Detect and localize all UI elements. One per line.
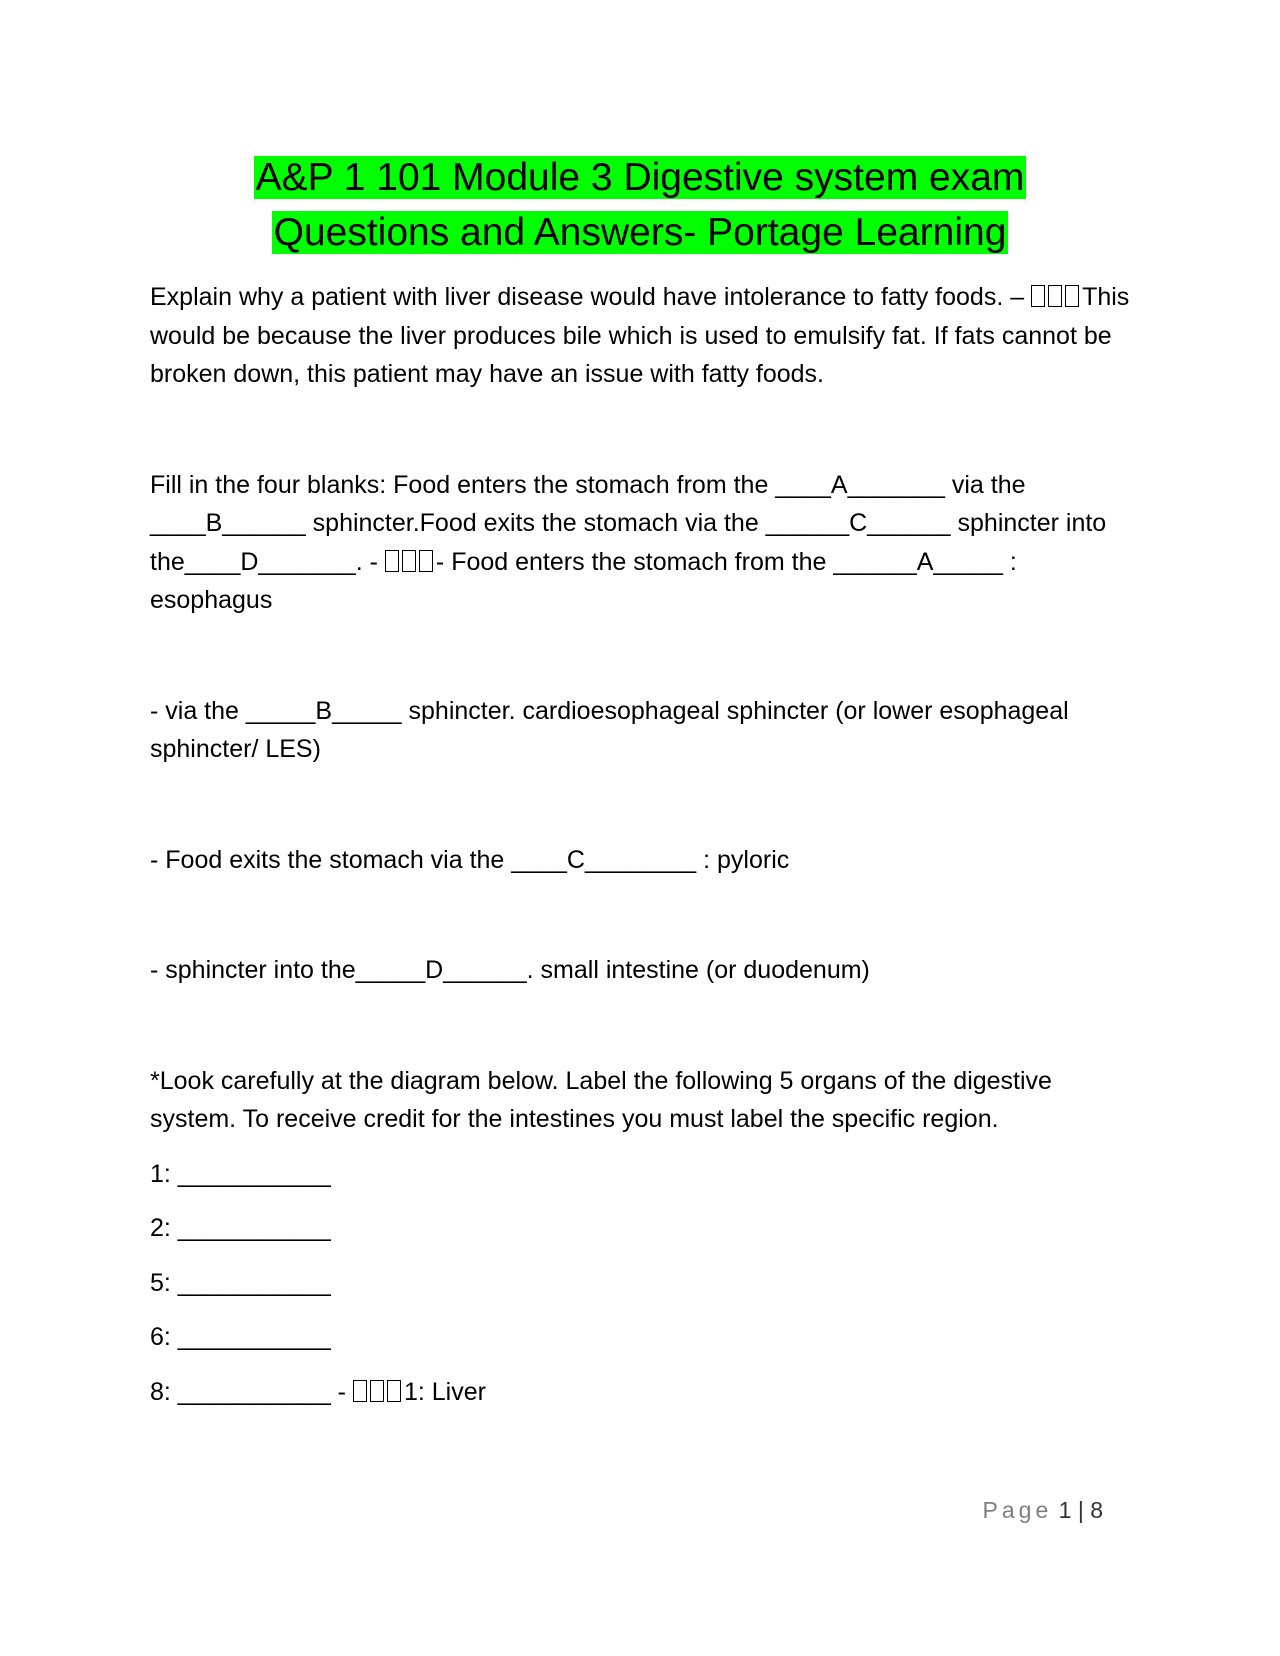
answer-marker-icon [353,1378,404,1406]
question-1 [150,278,1140,394]
organ-label-8-text: 8: ___________ - [150,1377,347,1406]
organ-label-2: 2: ___________ [150,1214,331,1242]
question-2-text: Fill in the four blanks: Food enters the stomach from the ____A_______ via the ____B______ sphincter.Food exits the stomach via the ______C______ sphincter into the____D_______. - [150,470,1107,576]
organ-label-5: 5: ___________ [150,1268,331,1297]
question-2-part-d: - sphincter into the_____D______. small intestine (or duodenum) [150,956,870,984]
question-1-text: Explain why a patient with liver disease would have intolerance to fatty foods. – [150,283,1025,311]
title-line-2: Questions and Answers- Portage Learning [273,211,1007,254]
question-1-answer: This would be because the liver produces bile which is used to emulsify fat. If fats cannot be broken down, this patient may have an issue with fatty foods. [150,283,1130,388]
page-number: 1 | 8 [1058,1497,1103,1523]
question-3-answer: 1: Liver [403,1377,486,1406]
question-2-part-b: - via the _____B_____ sphincter. cardioesophageal sphincter (or lower esophageal sphincter/ LES) [150,696,1069,763]
answer-marker-icon [1031,283,1082,311]
question-2-part-c: - Food exits the stomach via the ____C________ : pyloric [150,845,790,874]
answer-marker-icon [385,548,436,576]
question-2-answer: - Food enters the stomach from the ______A_____ : esophagus [150,547,1017,614]
question-3-instructions: *Look carefully at the diagram below. Label the following 5 organs of the digestive system. To receive credit for the intestines you must label the specific region. [150,1066,1052,1133]
organ-label-8 [150,1373,1140,1412]
title-line-1: A&P 1 101 Module 3 Digestive system exam [255,156,1025,199]
page-word: Page [982,1497,1053,1523]
question-2 [150,466,1140,620]
organ-label-6: 6: ___________ [150,1323,331,1351]
organ-label-list [150,1155,1140,1412]
document-body [150,278,1140,1411]
page-footer [983,1495,1103,1525]
document-title [0,150,1280,260]
organ-label-1: 1: ___________ [150,1159,331,1188]
